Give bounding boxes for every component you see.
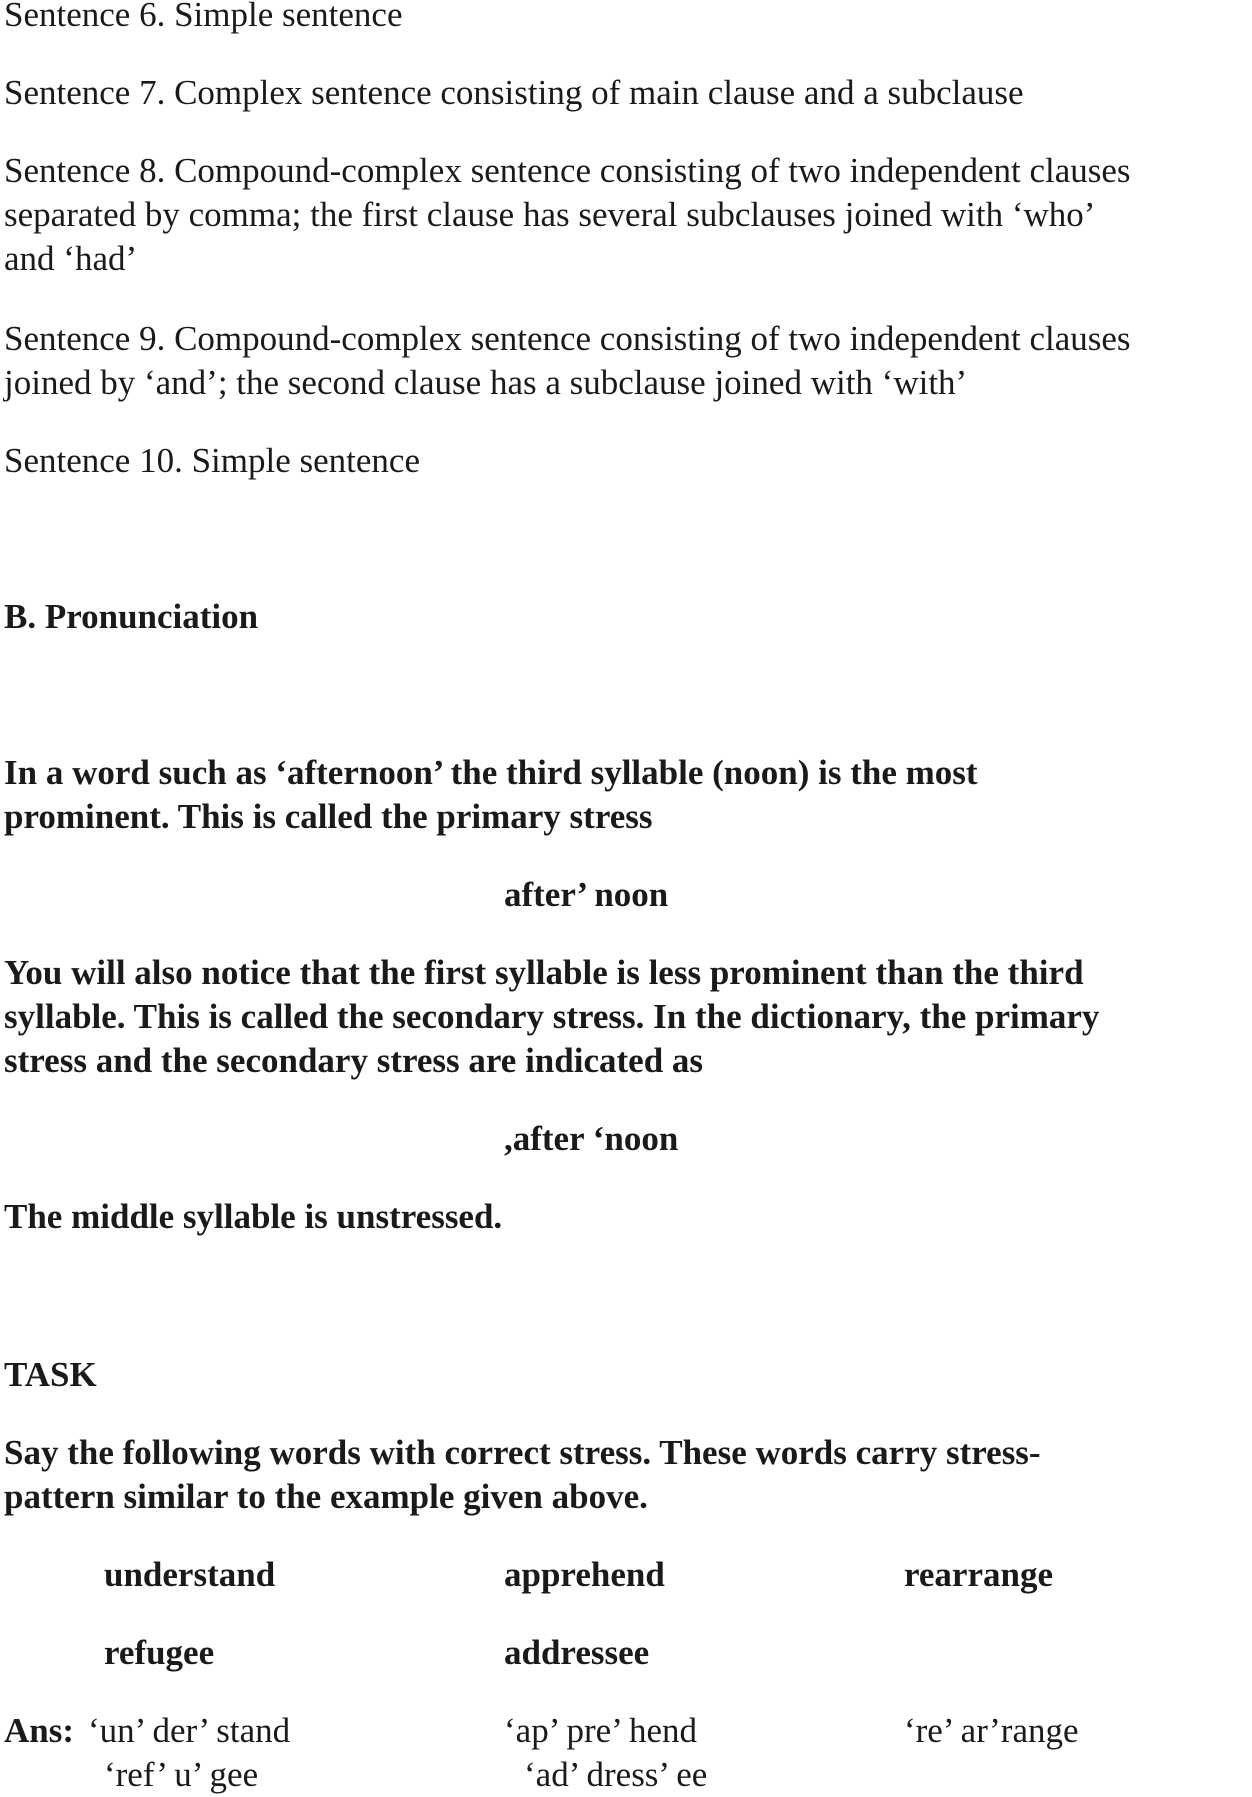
task-word: apprehend: [504, 1555, 665, 1594]
answer-item: ‘ref’ u’ gee: [104, 1755, 259, 1794]
answer-item: ‘un’ der’ stand: [88, 1711, 291, 1750]
stress-example-1: after’ noon: [504, 875, 669, 914]
task-word: rearrange: [904, 1555, 1054, 1594]
answer-label: Ans:: [4, 1711, 75, 1750]
para2-line-2: syllable. This is called the secondary stress. In the dictionary, the primary: [4, 997, 1100, 1036]
task-word: addressee: [504, 1633, 650, 1672]
sentence-8-line-2: separated by comma; the first clause has several subclauses joined with ‘who’: [4, 195, 1096, 234]
sentence-9-line-1: Sentence 9. Compound-complex sentence consisting of two independent clauses: [4, 319, 1131, 358]
sentence-6: Sentence 6. Simple sentence: [4, 0, 403, 34]
sentence-10: Sentence 10. Simple sentence: [4, 441, 420, 480]
task-instruction-line-2: pattern similar to the example given above.: [4, 1477, 648, 1516]
task-heading: TASK: [4, 1355, 97, 1394]
unstressed-note: The middle syllable is unstressed.: [4, 1197, 503, 1236]
para2-line-3: stress and the secondary stress are indicated as: [4, 1041, 704, 1080]
sentence-9-line-2: joined by ‘and’; the second clause has a subclause joined with ‘with’: [4, 363, 968, 402]
task-instruction-line-1: Say the following words with correct stress. These words carry stress-: [4, 1433, 1041, 1472]
answer-item: ‘ap’ pre’ hend: [504, 1711, 698, 1750]
sentence-8-line-3: and ‘had’: [4, 239, 138, 278]
sentence-8-line-1: Sentence 8. Compound-complex sentence consisting of two independent clauses: [4, 151, 1131, 190]
intro-line-2: prominent. This is called the primary stress: [4, 797, 653, 836]
section-b-heading: B. Pronunciation: [4, 597, 259, 636]
sentence-7: Sentence 7. Complex sentence consisting of main clause and a subclause: [4, 73, 1024, 112]
answer-item: ‘ad’ dress’ ee: [524, 1755, 708, 1794]
task-word: refugee: [104, 1633, 215, 1672]
stress-example-2: ,after ‘noon: [504, 1119, 679, 1158]
task-word: understand: [104, 1555, 276, 1594]
para2-line-1: You will also notice that the first syllable is less prominent than the third: [4, 953, 1084, 992]
intro-line-1: In a word such as ‘afternoon’ the third syllable (noon) is the most: [4, 753, 978, 792]
answer-item: ‘re’ ar’range: [904, 1711, 1079, 1750]
